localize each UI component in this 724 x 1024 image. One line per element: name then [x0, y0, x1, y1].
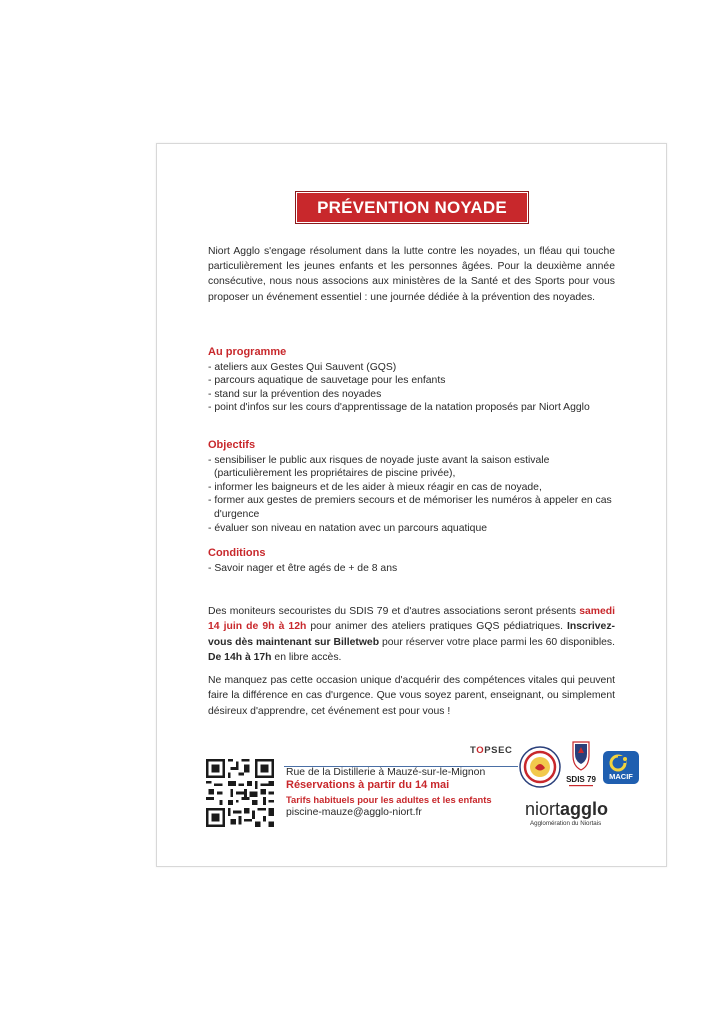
- niort-agglo-subtitle: Agglomération du Niortais: [530, 820, 602, 827]
- list-item: - former aux gestes de premiers secours et de mémoriser les numéros à appeler en cas d'urgence: [208, 495, 612, 520]
- list-item: - évaluer son niveau en natation avec un parcours aquatique: [208, 522, 488, 534]
- details-paragraph: Des moniteurs secouristes du SDIS 79 et d'autres associations seront présents samedi 14 juin de 9h à 12h pour animer des ateliers pratiques GQS pédiatriques. Inscrivez-vous dès maintenant sur Billetweb pour réserver votre place parmi les 60 disponibles. De 14h à 17h en libre accès.: [208, 606, 615, 664]
- flyer-page: [156, 143, 667, 867]
- email-link[interactable]: piscine-mauze@agglo-niort.fr: [286, 807, 422, 819]
- footer-info: [286, 766, 526, 820]
- billetweb-highlight: Inscrivez-vous dès maintenant sur Billetweb: [208, 621, 615, 648]
- date-highlight: samedi 14 juin de 9h à 12h: [208, 606, 615, 633]
- topsec-logo: TOPSEC: [470, 745, 513, 756]
- list-item: - point d'infos sur les cours d'apprentissage de la natation proposés par Niort Agglo: [208, 402, 590, 414]
- list-item: - parcours aquatique de sauvetage pour les enfants: [208, 375, 446, 387]
- intro-paragraph: Niort Agglo s'engage résolument dans la lutte contre les noyades, un fléau qui touche particulièrement les jeunes enfants et les personnes âgées. Pour la deuxième année consécutive, nous nous associons aux ministères de la Santé et des Sports pour vous proposer un événement essentiel : une journée dédiée à la prévention des noyades.: [208, 246, 615, 303]
- address-text: Rue de la Distillerie à Mauzé-sur-le-Mignon: [286, 767, 486, 778]
- afternoon-highlight: De 14h à 17h: [208, 652, 272, 664]
- reservations-text: Réservations à partir du 14 mai: [286, 779, 450, 792]
- list-item: - stand sur la prévention des noyades: [208, 388, 382, 400]
- list-item: - ateliers aux Gestes Qui Sauvent (GQS): [208, 361, 397, 373]
- page-title: PRÉVENTION NOYADE: [297, 193, 527, 222]
- programme-heading: Au programme: [208, 346, 287, 358]
- qr-code[interactable]: [206, 758, 274, 828]
- conditions-section: [208, 547, 618, 575]
- list-item: - sensibiliser le public aux risques de noyade juste avant la saison estivale (particulièrement les propriétaires de piscine privée),: [208, 454, 550, 480]
- sdis-79-logo: [566, 740, 596, 798]
- macif-logo: MACIF: [603, 751, 639, 784]
- tarifs-text: Tarifs habituels pour les adultes et les enfants: [286, 793, 492, 805]
- secouristes-logo: [519, 746, 561, 788]
- programme-section: [208, 346, 618, 415]
- objectifs-heading: Objectifs: [208, 439, 256, 451]
- list-item: - informer les baigneurs et de les aider à mieux réagir en cas de noyade,: [208, 481, 542, 493]
- macif-mark-icon: [603, 751, 639, 773]
- niort-agglo-logo: niortagglo: [525, 799, 609, 819]
- conditions-heading: Conditions: [208, 547, 266, 559]
- objectifs-section: [208, 439, 618, 535]
- list-item: - Savoir nager et être agés de + de 8 ans: [208, 562, 398, 574]
- closing-paragraph: Ne manquez pas cette occasion unique d'acquérir des compétences vitales qui peuvent faire la différence en cas d'urgence. Que vous soyez parent, enseignant, ou simplement désireux d'apprendre, cet événement est pour vous !: [208, 675, 615, 717]
- sdis-label: SDIS 79: [566, 775, 596, 784]
